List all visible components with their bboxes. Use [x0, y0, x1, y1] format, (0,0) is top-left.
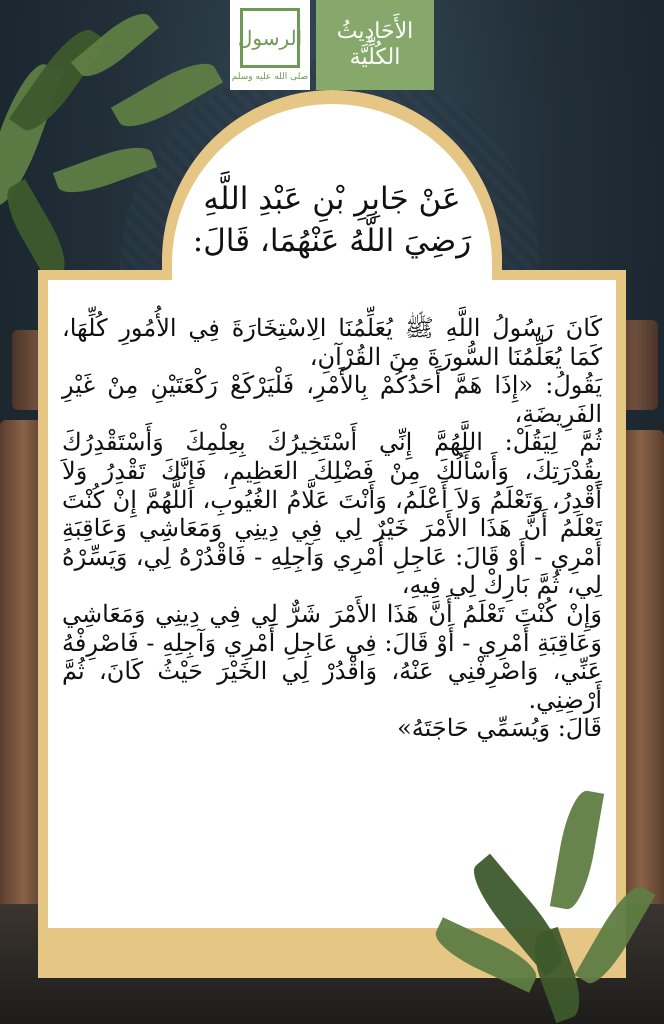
hadith-paragraph-2: يَقُولُ: «إِذَا هَمَّ أَحَدُكُمْ بِالأَمْرِ، فَلْيَرْكَعْ رَكْعَتَيْنِ مِنْ غَيْرِ الفَرِيضَةِ، [62, 371, 602, 428]
hadith-paragraph-4: وَإِنْ كُنْتَ تَعْلَمُ أَنَّ هَذَا الأَمْرَ شَرٌّ لِي فِي دِينِي وَمَعَاشِي وَعَاقِبَةِ أَمْرِي - أَوْ قَالَ: فِي عَاجِلِ أَمْرِي وَآجِلِهِ - فَاصْرِفْهُ عَنِّي، وَاصْرِفْنِي عَنْهُ، وَاقْدُرْ لِي الخَيْرَ حَيْثُ كَانَ، ثُمَّ أَرْضِنِي. [62, 599, 602, 714]
prophet-tagline: صلى الله عليه وسلم [231, 72, 309, 82]
narrator-line-2: رَضِيَ اللَّهُ عَنْهُمَا، قَالَ: [192, 223, 472, 259]
narrator-header [60, 178, 604, 262]
hadith-paragraph-3: ثُمَّ لِيَقُلْ: اللَّهُمَّ إِنِّي أَسْتَخِيرُكَ بِعِلْمِكَ وَأَسْتَقْدِرُكَ بِقُدْرَتِكَ، وَأَسْأَلُكَ مِنْ فَضْلِكَ العَظِيمِ، فَإِنَّكَ تَقْدِرُ وَلاَ أَقْدِرُ، وَتَعْلَمُ وَلاَ أَعْلَمُ، وَأَنْتَ عَلَّامُ الغُيُوبِ، اللَّهُمَّ إِنْ كُنْتَ تَعْلَمُ أَنَّ هَذَا الأَمْرَ خَيْرٌ لِي فِي دِينِي وَمَعَاشِي وَعَاقِبَةِ أَمْرِي - أَوْ قَالَ: عَاجِلِ أَمْرِي وَآجِلِهِ - فَاقْدُرْهُ لِي، وَيَسِّرْهُ لِي، ثُمَّ بَارِكْ لِي فِيهِ، [62, 428, 602, 600]
collection-title-line2: الكُلِّيَّة [349, 45, 401, 70]
prophet-calligraphy-mark: الرسول [240, 8, 300, 68]
hadith-paragraph-1: كَانَ رَسُولُ اللَّهِ ﷺ يُعَلِّمُنَا الِاسْتِخَارَةَ فِي الأُمُورِ كُلِّهَا، كَمَا يُعَلِّمُنَا السُّورَةَ مِنَ القُرْآنِ، [62, 314, 602, 371]
collection-title-line1: الأَحَادِيثُ [336, 19, 414, 44]
hadith-text [62, 314, 602, 743]
hadith-paragraph-5: قَالَ: وَيُسَمِّي حَاجَتَهُ» [397, 714, 602, 743]
collection-logo [316, 0, 434, 90]
prophet-logo [230, 0, 310, 90]
narrator-line-1: عَنْ جَابِرِ بْنِ عَبْدِ اللَّهِ [203, 181, 461, 217]
